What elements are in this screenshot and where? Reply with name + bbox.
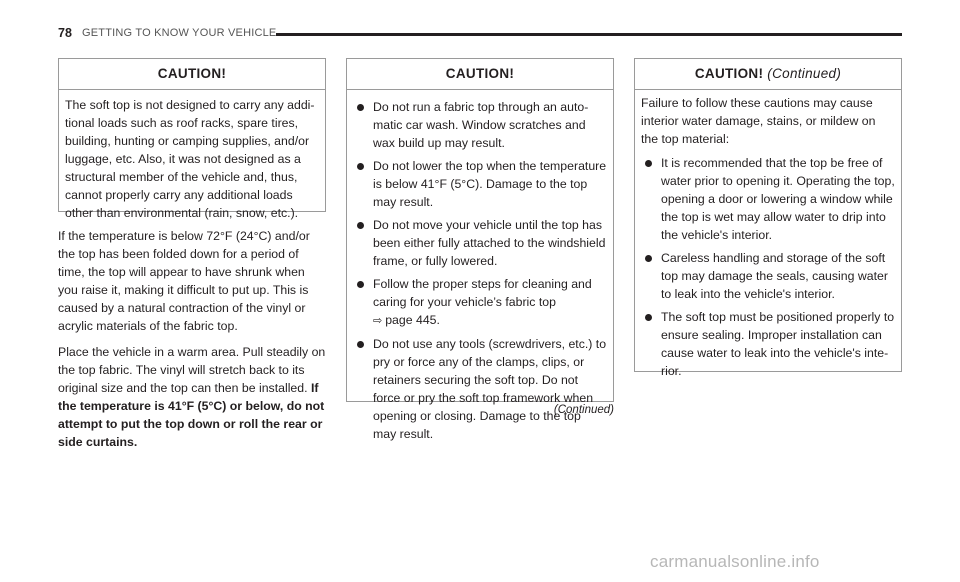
caution-heading [635,59,901,90]
caution-box-water [634,58,902,378]
continued-label: (Continued) [553,404,614,416]
page-reference-link[interactable]: page 445. [385,313,440,327]
caution-heading: CAUTION! [59,59,325,90]
list-item: Do not lower the top when the temperature is below 41°F (5°C). Damage to the top may result. [353,157,607,211]
page-header [58,22,902,44]
bullet-icon [357,104,364,111]
watermark: carmanualsonline.info [650,552,820,571]
section-title: GETTING TO KNOW YOUR VEHICLE [82,27,277,39]
caution-box-load [58,58,326,220]
bullet-icon [357,163,364,170]
caution-heading-continued: (Continued) [767,66,842,81]
page-number: 78 [58,26,72,40]
paragraph-temperature: If the temperature is below 72°F (24°C) and/or the top has been folded down for a period of time, the top will appear to have shrunk when you raise it, making it difficult to put up. This is caused by a natural contraction of the vinyl or acrylic materials of the fabric top. [58,229,310,333]
list-item: The soft top must be positioned properly to ensure sealing. Improper installation can cause water to leak into the vehicle's inte- rior. [641,308,895,380]
caution-text: The soft top is not designed to carry any addi- tional loads such as roof racks, spare tires, building, hunting or camping supplies, and/or luggage, etc. Also, it was not designed as a structural member of the vehicle and, thus, cannot properly carry any additional loads other than environmental (rain, snow, etc.). [65,98,315,220]
paragraph-warm-area-warning: If the temperature is 41°F (5°C) or below, do not attempt to put the top down or roll the rear or side curtains. [58,381,325,449]
caution-heading: CAUTION! [347,59,613,90]
paragraph-warm-area-text: Place the vehicle in a warm area. Pull steadily on the top fabric. The vinyl will stretch back to its original size and the top can then be installed. [58,345,326,395]
bullet-icon [645,314,652,321]
caution-intro: Failure to follow these cautions may cause interior water damage, stains, or mildew on the top material: [641,96,876,146]
bullet-icon [357,341,364,348]
list-item: Do not run a fabric top through an auto- matic car wash. Window scratches and wax build up may result. [353,98,607,152]
list-item: Follow the proper steps for cleaning and caring for your vehicle’s fabric top ⇨ page 445. [353,275,607,330]
list-item: Do not move your vehicle until the top has been either fully attached to the windshield frame, or fully lowered. [353,216,607,270]
bullet-icon [645,255,652,262]
body-text [58,227,326,459]
bullet-icon [357,281,364,288]
paragraph-warm-area [58,343,326,451]
header-rule [276,33,902,36]
bullet-icon [357,222,364,229]
list-item: Do not use any tools (screwdrivers, etc.) to pry or force any of the clamps, clips, or retainers securing the soft top. Do not force or pry the soft top framework when opening or closing. Damage to the top may result. [353,335,607,443]
bullet-icon [645,160,652,167]
caution-heading-label: CAUTION! [694,66,764,81]
list-item: It is recommended that the top be free of water prior to opening it. Operating the top, opening a door or lowering a window while the top is wet may allow water to drip into the vehicle's interior. [641,154,895,244]
page-reference-arrow-icon: ⇨ [373,315,383,327]
list-item: Careless handling and storage of the soft top may damage the seals, causing water to leak into the vehicle's interior. [641,249,895,303]
